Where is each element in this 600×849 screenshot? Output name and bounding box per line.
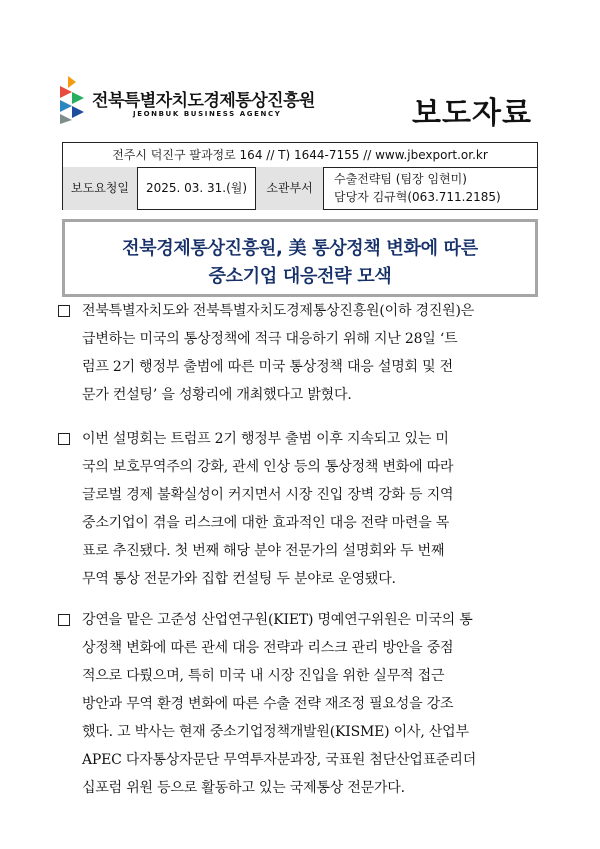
paragraph-line: 십포럼 위원 등으로 활동하고 있는 국제통상 전문가다.	[82, 780, 405, 796]
contact-address: 전주시 덕진구 팔과정로 164 // T) 1644-7155 // www.jbexport.or.kr	[63, 143, 537, 168]
paragraph-line: 강연을 맡은 고준성 산업연구원(KIET) 명예연구위원은 미국의 통	[82, 612, 473, 628]
paragraph-line: 표로 추진됐다. 첫 번째 해당 분야 전문가의 설명회와 두 번째	[82, 543, 445, 559]
headline-line-2: 중소기업 대응전략 모색	[208, 266, 392, 287]
paragraph-line: 국의 보호무역주의 강화, 관세 인상 등의 통상정책 변화에 따라	[82, 459, 454, 475]
paragraph-line: APEC 다자통상자문단 무역투자분과장, 국표원 첨단산업표준리더	[82, 752, 477, 768]
checkbox-bullet-icon	[58, 614, 70, 626]
org-name: 전북특별자치도경제통상진흥원	[92, 91, 315, 111]
department-label: 소관부서	[256, 167, 324, 210]
checkbox-bullet-icon	[58, 433, 70, 445]
headline-box	[62, 219, 538, 297]
agency-logo-icon	[58, 76, 84, 124]
paragraph-line: 상정책 변화에 따른 관세 대응 전략과 리스크 관리 방안을 중점	[82, 640, 454, 656]
department-team: 수출전략팀 (팀장 임현미)	[334, 172, 467, 186]
paragraph-line: 방안과 무역 환경 변화에 따른 수출 전략 재조정 필요성을 강조	[82, 696, 454, 712]
paragraph-line: 급변하는 미국의 통상정책에 적극 대응하기 위해 지난 28일 ‘트	[82, 331, 458, 347]
paragraph-line: 중소기업이 겪을 리스크에 대한 효과적인 대응 전략 마련을 목	[82, 515, 450, 531]
press-release-title: 보도자료	[412, 96, 532, 131]
department-value	[324, 167, 537, 210]
headline-line-1: 전북경제통상진흥원, 美 통상정책 변화에 따른	[122, 238, 478, 259]
paragraph-line: 적으로 다뤘으며, 특히 미국 내 시장 진입을 위한 실무적 접근	[82, 668, 445, 684]
department-contact: 담당자 김규혁(063.711.2185)	[334, 190, 501, 204]
paragraph-line: 무역 통상 전문가와 집합 컨설팅 두 분야로 운영됐다.	[82, 571, 396, 587]
paragraph-line: 전북특별자치도와 전북특별자치도경제통상진흥원(이하 경진원)은	[82, 303, 475, 319]
info-table	[62, 142, 538, 210]
checkbox-bullet-icon	[58, 305, 70, 317]
paragraph-line: 했다. 고 박사는 현재 중소기업정책개발원(KISME) 이사, 산업부	[82, 724, 469, 740]
paragraph-line: 럼프 2기 행정부 출범에 따른 미국 통상정책 대응 설명회 및 전	[82, 359, 453, 375]
paragraph-line: 이번 설명회는 트럼프 2기 행정부 출범 이후 지속되고 있는 미	[82, 431, 449, 447]
paragraph-line: 문가 컨설팅’ 을 성황리에 개최했다고 밝혔다.	[82, 387, 352, 403]
request-date-label: 보도요청일	[63, 167, 138, 210]
document-header	[0, 0, 600, 140]
request-date-value: 2025. 03. 31.(월)	[138, 167, 256, 210]
paragraph-line: 글로벌 경제 불확실성이 커지면서 시장 진입 장벽 강화 등 지역	[82, 487, 454, 503]
org-subtitle: JEONBUK BUSINESS AGENCY	[133, 110, 282, 118]
